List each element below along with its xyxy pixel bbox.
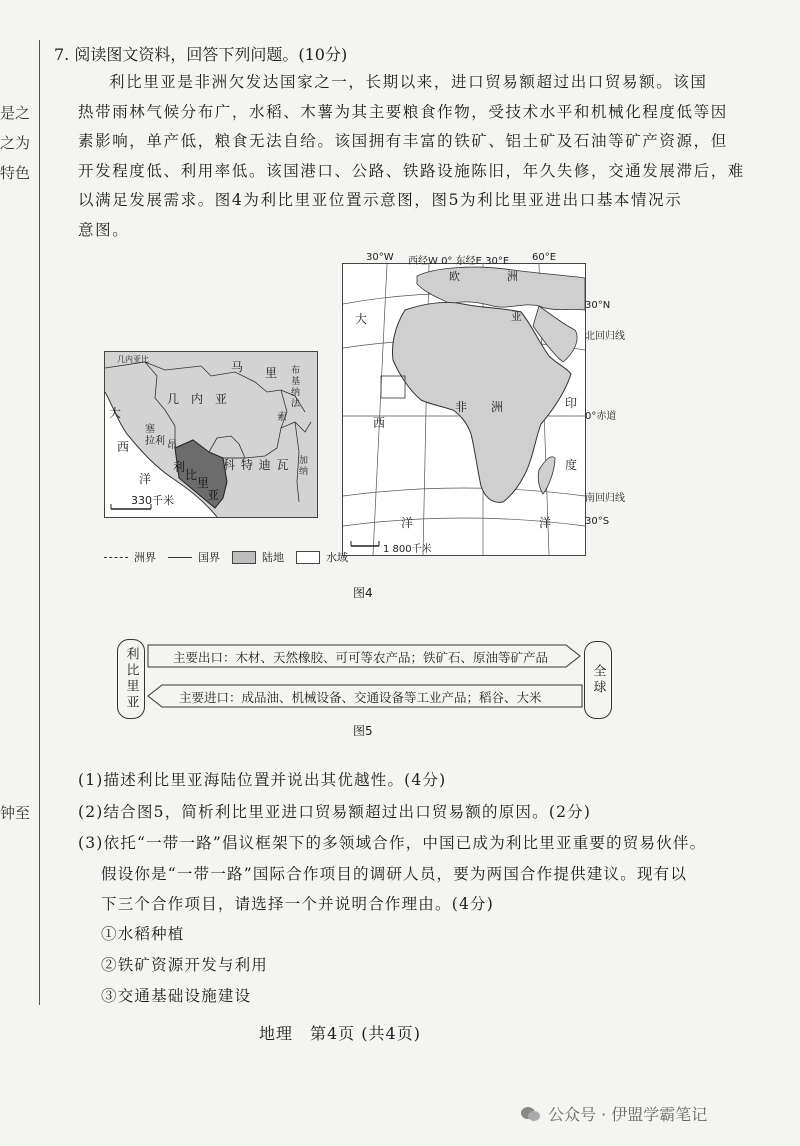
watermark-text: 公众号 · 伊盟学霸笔记 [548, 1105, 708, 1124]
passage-line: 以满足发展需求。图4为利比里亚位置示意图，图5为利比里亚进出口基本情况示 [78, 191, 683, 210]
coord-prime-meridian: 西经W 0° 东经E 30°E [408, 256, 510, 267]
global-box: 全球 [584, 641, 612, 719]
label-atlantic-3: 洋 [139, 472, 152, 486]
question-passage [78, 68, 745, 246]
label-atlantic-big-1: 大 [355, 312, 368, 326]
export-text: 主要出口：木材、天然橡胶、可可等农产品；铁矿石、原油等矿产品 [173, 650, 549, 665]
wechat-icon [520, 1105, 542, 1123]
option-iron-ore: ②铁矿资源开发与利用 [101, 956, 269, 974]
label-mali-1: 马 [231, 360, 244, 374]
africa-location-map [342, 263, 586, 556]
coord-tropic-cancer: 北回归线 [585, 331, 625, 342]
binding-line [39, 40, 40, 1005]
passage-line: 素影响，单产低，粮食无法自给。该国拥有丰富的铁矿、铝土矿及石油等矿产资源，但 [78, 132, 728, 151]
coord-tropic-capricorn: 南回归线 [585, 493, 625, 504]
label-ivory-coast: 科 特 迪 瓦 [223, 458, 290, 472]
left-edge-text-1: 是之 [0, 104, 31, 122]
label-sierra-4: 昂 [167, 440, 177, 451]
label-guinea-2: 内 [191, 392, 204, 406]
label-sierra-1: 塞 [145, 424, 155, 435]
coord-30s: 30°S [585, 516, 610, 527]
map-legend [104, 549, 348, 565]
subquestion-3-line2: 假设你是“一带一路”国际合作项目的调研人员，要为两国合作提供建议。现有以 [101, 865, 688, 883]
liberia-box: 利比里亚 [117, 639, 145, 719]
label-atlantic-big-3: 洋 [401, 516, 414, 530]
label-atlantic-big-2: 西 [373, 416, 386, 430]
coord-equator: 0°赤道 [585, 411, 617, 422]
label-guinea-1: 几 [167, 392, 180, 406]
coord-60e: 60°E [532, 252, 557, 263]
label-atlantic-1: 大 [109, 406, 122, 420]
label-indian-2: 度 [565, 458, 578, 472]
option-rice: ①水稻种植 [101, 925, 185, 943]
legend-water: 水域 [326, 551, 348, 564]
label-mali-2: 里 [265, 366, 278, 380]
passage-line: 利比里亚是非洲欠发达国家之一，长期以来，进口贸易额超过出口贸易额。该国 [109, 73, 708, 91]
watermark [520, 1102, 707, 1125]
label-asia: 亚 [511, 310, 522, 323]
label-liberia-1: 利 [173, 460, 186, 474]
label-guinea-bissau: 几内亚比 [117, 355, 149, 364]
left-edge-text-2: 之为 [0, 134, 31, 152]
legend-land: 陆地 [262, 551, 284, 564]
big-map-scale: 1 800千米 [383, 544, 432, 555]
label-liberia-2: 比 [185, 468, 198, 482]
label-atlantic-2: 西 [117, 440, 130, 454]
label-burkina-end: 索 [277, 412, 287, 423]
label-indian-3: 洋 [539, 516, 552, 530]
label-europe-2: 洲 [507, 270, 518, 283]
subquestion-1: (1)描述利比里亚海陆位置并说出其优越性。(4分) [78, 771, 447, 789]
figure-4-caption: 图4 [353, 586, 373, 600]
subquestion-3: (3)依托“一带一路”倡议框架下的多领域合作，中国已成为利比里亚重要的贸易伙伴。 [78, 834, 707, 852]
passage-line: 意图。 [78, 220, 130, 239]
label-burkina-faso: 布基纳法 [291, 366, 301, 409]
passage-line: 开发程度低、利用率低。该国港口、公路、铁路设施陈旧，年久失修，交通发展滞后，难 [78, 161, 745, 180]
import-text: 主要进口：成品油、机械设备、交通设备等工业产品；稻谷、大米 [179, 690, 542, 705]
land-swatch [232, 551, 256, 564]
subquestion-3-line3: 下三个合作项目，请选择一个并说明合作理由。(4分) [101, 895, 494, 913]
option-transport: ③交通基础设施建设 [101, 987, 252, 1005]
label-liberia-3: 里 [197, 476, 210, 490]
passage-line: 热带雨林气候分布广，水稻、木薯为其主要粮食作物，受技术水平和机械化程度低等因 [78, 102, 728, 121]
label-ghana: 加纳 [299, 456, 309, 477]
small-map-scale: 330千米 [131, 494, 174, 507]
figure-5-caption: 图5 [353, 724, 373, 738]
page-footer: 地理 第4页 (共4页) [259, 1024, 421, 1043]
legend-continent-border: 洲界 [134, 551, 156, 564]
left-edge-text-3: 特色 [0, 164, 31, 182]
label-guinea-3: 亚 [215, 392, 228, 406]
country-border-symbol [168, 557, 192, 558]
label-sierra-2: 拉 [145, 436, 155, 447]
legend-country-border: 国界 [198, 551, 220, 564]
label-sierra-3: 利 [155, 436, 165, 447]
label-europe-1: 欧 [449, 270, 460, 283]
question-title: 7. 阅读图文资料，回答下列问题。(10分) [54, 45, 348, 64]
continent-border-symbol [104, 557, 128, 558]
liberia-regional-map [104, 351, 318, 518]
label-liberia-4: 亚 [207, 488, 220, 502]
water-swatch [296, 551, 320, 564]
label-africa: 非 洲 [455, 400, 504, 414]
left-edge-text-4: 钟至 [0, 804, 31, 822]
label-indian-1: 印 [565, 396, 578, 410]
subquestion-2: (2)结合图5，简析利比里亚进口贸易额超过出口贸易额的原因。(2分) [78, 803, 592, 821]
coord-30w: 30°W [366, 252, 394, 263]
coord-30n: 30°N [585, 300, 611, 311]
